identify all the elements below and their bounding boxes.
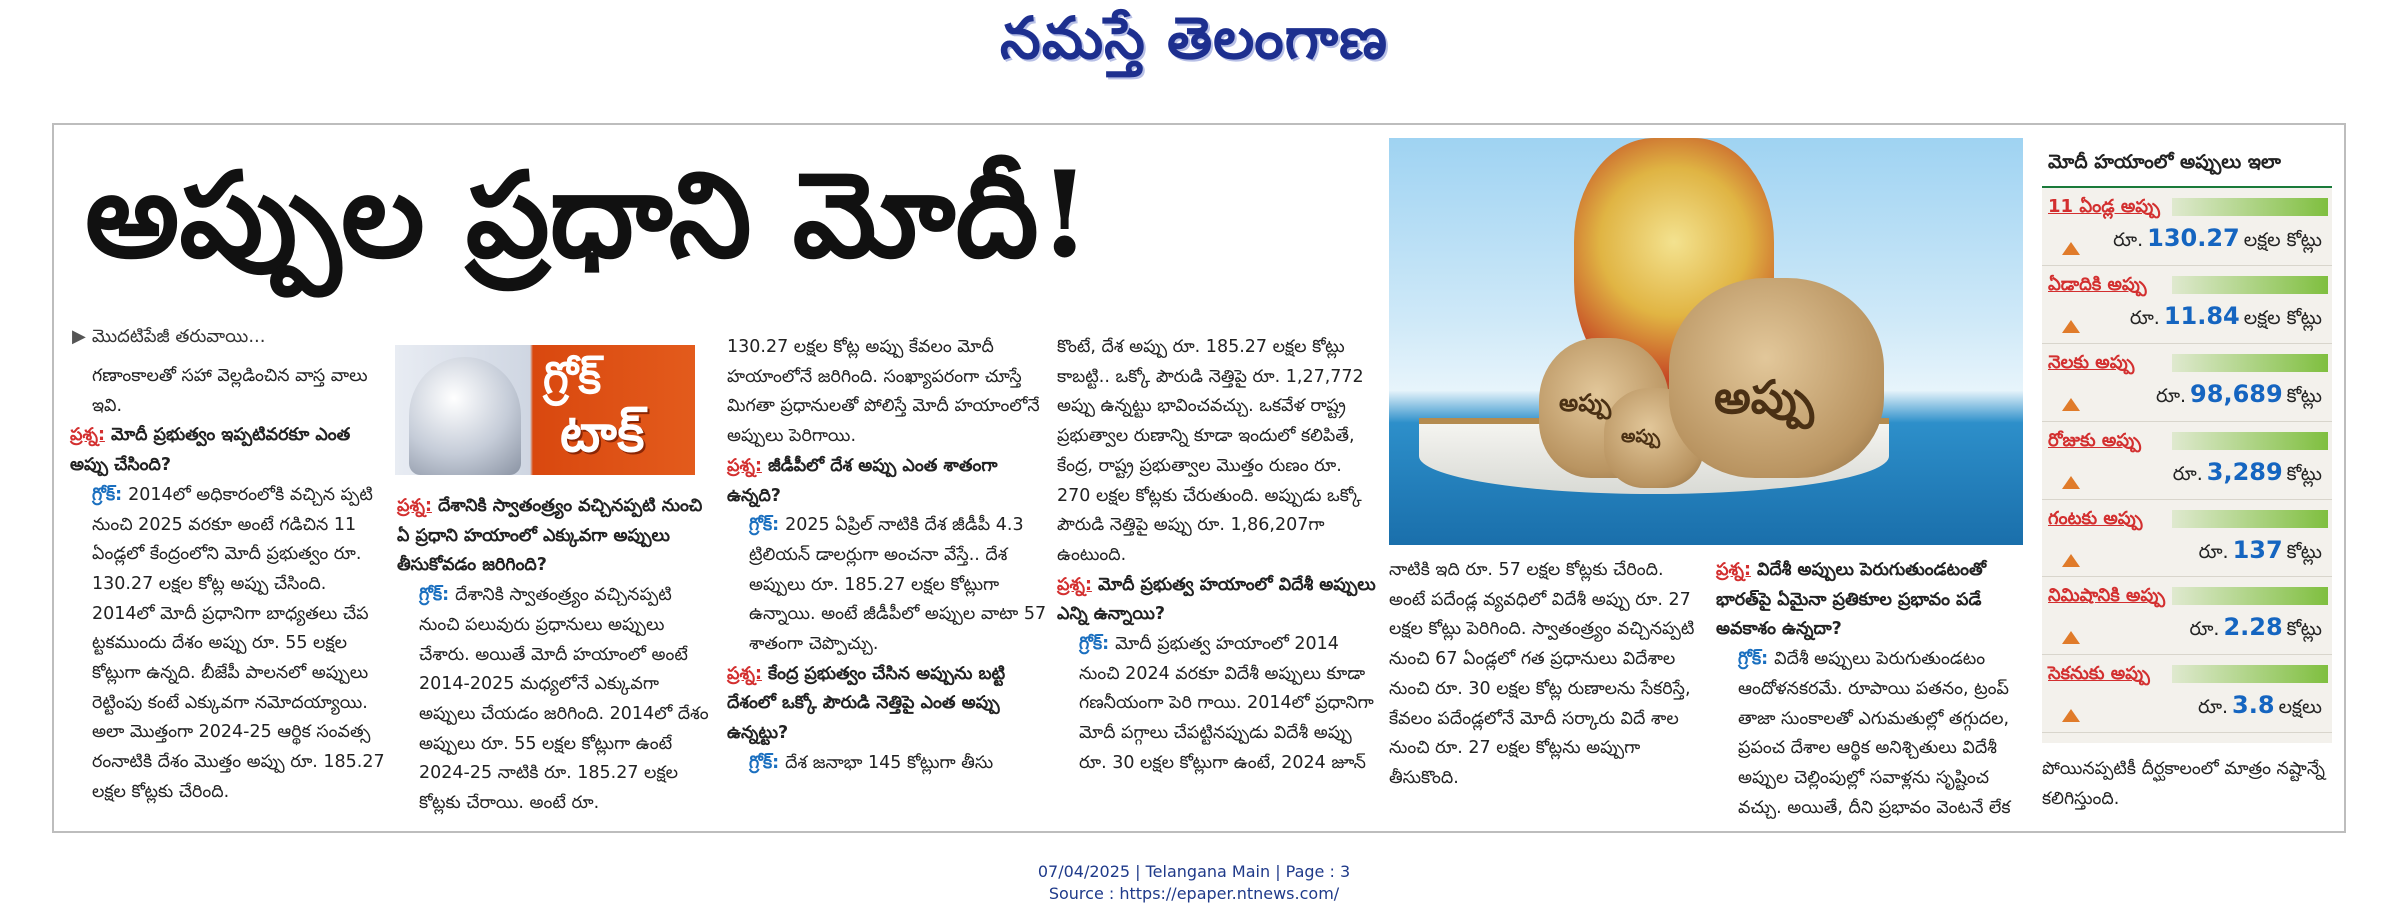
currency-prefix: రూ. [2198, 540, 2229, 563]
currency-prefix: రూ. [2198, 696, 2229, 719]
amount-unit: లక్షలు [2278, 696, 2322, 719]
banner-title-bottom: టాక్ [560, 403, 645, 464]
article-column-5 [1389, 556, 1705, 794]
row-label: గంటకు అప్పు [2048, 507, 2143, 529]
row-value [2198, 691, 2322, 723]
infographic-row [2042, 344, 2332, 422]
up-arrow-icon [2062, 554, 2080, 567]
footer-source-line: Source : https://epaper.ntnews.com/ [1048, 884, 1340, 903]
paragraph: పోయినప్పటికీ దీర్ఘకాలంలో మాత్రం నష్టాన్నే కలిగిస్తుంది. [2042, 759, 2325, 809]
answer [70, 481, 388, 808]
row-value [2156, 380, 2322, 412]
infographic-rows [2042, 188, 2332, 733]
up-arrow-icon [2062, 242, 2080, 255]
article-column-7 [2042, 755, 2332, 814]
infographic-row [2042, 500, 2332, 578]
question-label: ప్రశ్న: [397, 496, 432, 516]
currency-prefix: రూ. [2189, 618, 2220, 641]
masthead: నమస్తే తెలంగాణ [1000, 4, 1388, 72]
infographic-row [2042, 266, 2332, 344]
question-text: కేంద్ర ప్రభుత్వం చేసిన అప్పును బట్టి దేశంలో ఒక్కో పౌరుడి నెత్తిపై ఎంత అప్పు ఉన్నట్టు? [727, 663, 1006, 744]
row-value [2113, 224, 2322, 256]
question-label: ప్రశ్న: [1057, 574, 1092, 595]
answer [397, 581, 715, 819]
question-label: ప్రశ్న: [727, 455, 762, 476]
row-label: రోజుకు అప్పు [2048, 429, 2141, 451]
debt-infographic [2042, 138, 2332, 743]
grok-talk-banner [395, 345, 695, 475]
question-text: మోదీ ప్రభుత్వం ఇప్పటివరకూ ఎంత అప్పు చేసింది? [70, 425, 351, 476]
row-label: నిమిషానికి అప్పు [2048, 585, 2166, 607]
green-bar [2172, 276, 2328, 294]
amount-number: 3.8 [2232, 691, 2275, 720]
banner-title-top: గ్రోక్ [543, 353, 602, 404]
amount-number: 137 [2232, 535, 2283, 564]
amount-unit: కోట్లు [2286, 540, 2322, 563]
amount-number: 2.28 [2223, 613, 2283, 642]
bag-label: అప్పు [1621, 426, 1661, 447]
grok-label: గ్రోక్: [419, 585, 450, 606]
up-arrow-icon [2062, 476, 2080, 489]
infographic-row [2042, 577, 2332, 655]
up-arrow-icon [2062, 709, 2080, 722]
amount-unit: లక్షల కోట్లు [2243, 306, 2322, 329]
triangle-icon: ▶ [72, 326, 86, 347]
infographic-title: మోదీ హయాంలో అప్పులు ఇలా [2042, 138, 2332, 188]
answer [1057, 630, 1377, 779]
paragraph: నాటికి ఇది రూ. 57 లక్షల కోట్లకు చేరింది. అంటే పదేండ్ల వ్యవధిలో విదేశీ అప్పు రూ. 27 లక్షల కోట్లు పెరిగింది. స్వాతంత్ర్యం వచ్చినప్పటి నుంచి 67 ఏండ్లలో గత ప్రధానులు విదేశాల నుంచి రూ. 30 లక్షల కోట్ల రుణాలను సేకరిస్తే, కేవలం పదేండ్లలోనే మోదీ సర్కారు విదే శాల నుంచి రూ. 27 లక్షల కోట్లను అప్పుగా తీసుకొంది. [1389, 560, 1695, 788]
amount-number: 98,689 [2190, 379, 2283, 408]
grok-label: గ్రోక్: [92, 484, 123, 505]
green-bar [2172, 198, 2328, 216]
green-bar [2172, 510, 2328, 528]
amount-unit: కోట్లు [2286, 462, 2322, 485]
paragraph: కొంటే, దేశ అప్పు రూ. 185.27 లక్షల కోట్లు కాబట్టి.. ఒక్కో పౌరుడి నెత్తిపై రూ. 1,27,772 అప్పు ఉన్నట్టు భావించవచ్చు. ఒకవేళ రాష్ట్ర ప్రభుత్వాల రుణాన్ని కూడా ఇందులో కలిపితే, కేంద్ర, రాష్ట్ర ప్రభుత్వాల మొత్తం రుణం రూ. 270 లక్షల కోట్లకు చేరుతుంది. అప్పుడు ఒక్కో పౌరుడి నెత్తిపై అప్పు రూ. 1,86,207గా ఉంటుంది. [1057, 337, 1364, 565]
amount-unit: లక్షల కోట్లు [2243, 229, 2322, 251]
row-label: నెలకు అప్పు [2048, 351, 2135, 373]
green-bar [2172, 665, 2328, 683]
amount-number: 3,289 [2206, 457, 2283, 486]
currency-prefix: రూ. [2113, 229, 2144, 251]
answer-text: దేశానికి స్వాతంత్ర్యం వచ్చినప్పటి నుంచి పలువురు ప్రధానులు అప్పులు చేశారు. అయితే మోదీ హయాంలో అంటే 2014-2025 మధ్యలోనే ఎక్కువగా అప్పులు చేయడం జరిగింది. 2014లో దేశం అప్పులు రూ. 55 లక్షల కోట్లుగా ఉంటే 2024-25 నాటికి రూ. 185.27 లక్షల కోట్లకు చేరాయి. అంటే రూ. [419, 585, 709, 814]
row-value [2130, 302, 2322, 334]
question [727, 660, 1047, 749]
row-label: సెకనుకు అప్పు [2048, 663, 2150, 685]
amount-number: 130.27 [2147, 224, 2240, 252]
grok-label: గ్రోక్: [1079, 634, 1110, 655]
answer [727, 749, 1047, 779]
footer-date-line: 07/04/2025 | Telangana Main | Page : 3 [1037, 862, 1351, 881]
article-column-2 [397, 492, 715, 819]
row-label: 11 ఏండ్ల అప్పు [2048, 196, 2160, 217]
article-column-3 [727, 333, 1047, 779]
answer-text: 2025 ఏప్రిల్ నాటికి దేశ జీడీపీ 4.3 ట్రిలియన్ డాలర్లుగా అంచనా వేస్తే.. దేశ అప్పులు రూ. 185.27 లక్షల కోట్లుగా ఉన్నాయి. అంటే జీడీపీలో అప్పుల వాటా 57 శాతంగా చెప్పొచ్చు. [749, 515, 1047, 655]
up-arrow-icon [2062, 398, 2080, 411]
currency-prefix: రూ. [2156, 384, 2187, 407]
question [727, 452, 1047, 511]
up-arrow-icon [2062, 631, 2080, 644]
answer-text: 2014లో అధికారంలోకి వచ్చిన ప్పటి నుంచి 2025 వరకూ అంటే గడిచిన 11 ఏండ్లలో కేంద్రంలోని మోదీ ప్రభుత్వం రూ. 130.27 లక్షల కోట్ల అప్పు చేసింది. 2014లో మోదీ ప్రధానిగా బాధ్యతలు చేప ట్టకముందు దేశం అప్పు రూ. 55 లక్షల కోట్లుగా ఉన్నది. బీజేపీ పాలనలో అప్పులు రెట్టింపు కంటే ఎక్కువగా నమోదయ్యాయి. అలా మొత్తంగా 2024-25 ఆర్థిక సంవత్స రంనాటికి దేశం మొత్తం అప్పు రూ. 185.27 లక్షల కోట్లకు చేరింది. [92, 484, 385, 802]
question-label: ప్రశ్న: [727, 663, 762, 684]
bag-label: అప్పు [1714, 370, 1814, 424]
headline: అప్పుల ప్రధాని మోదీ! [85, 145, 1091, 284]
robot-icon [409, 357, 521, 475]
question-text: విదేశీ అప్పులు పెరుగుతుండటంతో భారత్‌పై ఏమైనా ప్రతికూల ప్రభావం పడే అవకాశం ఉన్నదా? [1716, 560, 1987, 640]
currency-prefix: రూ. [2172, 462, 2203, 485]
question [397, 492, 715, 581]
question-text: దేశానికి స్వాతంత్ర్యం వచ్చినప్పటి నుంచి ఏ ప్రధాని హయాంలో ఎక్కువగా అప్పులు తీసుకోవడం జరిగింది? [397, 496, 703, 576]
row-value [2199, 536, 2322, 568]
question [70, 421, 388, 480]
paragraph: గణాంకాలతో సహా వెల్లడించిన వాస్త వాలు ఇవి. [92, 366, 368, 416]
bag-label: అప్పు [1559, 388, 1612, 417]
grok-label: గ్రోక్: [749, 515, 780, 536]
question-text: జీడీపీలో దేశ అప్పు ఎంత శాతంగా ఉన్నది? [727, 455, 998, 506]
question-label: ప్రశ్న: [70, 425, 105, 446]
question [1057, 571, 1377, 630]
answer-text: దేశ జనాభా 145 కోట్లుగా తీసు [785, 752, 994, 773]
article-column-1 [70, 362, 388, 808]
row-value [2173, 458, 2322, 490]
up-arrow-icon [2062, 320, 2080, 333]
infographic-row [2042, 188, 2332, 266]
green-bar [2172, 432, 2328, 450]
answer-text: మోదీ ప్రభుత్వ హయాంలో 2014 నుంచి 2024 వరకూ విదేశీ అప్పులు కూడా గణనీయంగా పెరి గాయి. 2014లో ప్రధానిగా మోదీ పగ్గాలు చేపట్టినప్పుడు విదేశీ అప్పు రూ. 30 లక్షల కోట్లుగా ఉంటే, 2024 జూన్ [1079, 634, 1374, 773]
question [1716, 556, 2032, 645]
grok-label: గ్రోక్: [1738, 649, 1769, 670]
article-column-4 [1057, 333, 1377, 779]
infographic-row [2042, 422, 2332, 500]
green-bar [2172, 354, 2328, 372]
continued-from-front-page [72, 326, 265, 351]
amount-unit: కోట్లు [2286, 384, 2322, 407]
answer-text: విదేశీ అప్పులు పెరుగుతుండటం ఆందోళనకరమే. రూపాయి పతనం, ట్రంప్ తాజా సుంకాలతో ఎగుమతుల్లో తగ్గుదల, ప్రపంచ దేశాల ఆర్థిక అనిశ్చితులు విదేశీ అప్పుల చెల్లింపుల్లో సవాళ్లను సృష్టించ వచ్చు. అయితే, దీని ప్రభావం వెంటనే లేక [1738, 649, 2011, 818]
grok-label: గ్రోక్: [749, 752, 780, 773]
kicker-text: మొదటిపేజీ తరువాయి... [91, 326, 266, 347]
green-bar [2172, 587, 2328, 605]
paragraph: 130.27 లక్షల కోట్ల అప్పు కేవలం మోదీ హయాంలోనే జరిగింది. సంఖ్యాపరంగా చూస్తే మిగతా ప్రధానులతో పోలిస్తే మోదీ హయాంలోనే అప్పులు పెరిగాయి. [727, 337, 1040, 447]
question-label: ప్రశ్న: [1716, 560, 1751, 580]
answer [1716, 645, 2032, 823]
answer [727, 511, 1047, 660]
question-text: మోదీ ప్రభుత్వ హయాంలో విదేశీ అప్పులు ఎన్ని ఉన్నాయి? [1057, 574, 1376, 625]
amount-unit: కోట్లు [2286, 618, 2322, 641]
currency-prefix: రూ. [2129, 306, 2160, 329]
amount-number: 11.84 [2163, 301, 2240, 330]
article-column-6 [1716, 556, 2032, 823]
row-label: ఏడాదికి అప్పు [2048, 273, 2147, 295]
infographic-row [2042, 655, 2332, 733]
illustration-photo [1389, 138, 2023, 545]
row-value [2189, 613, 2322, 645]
